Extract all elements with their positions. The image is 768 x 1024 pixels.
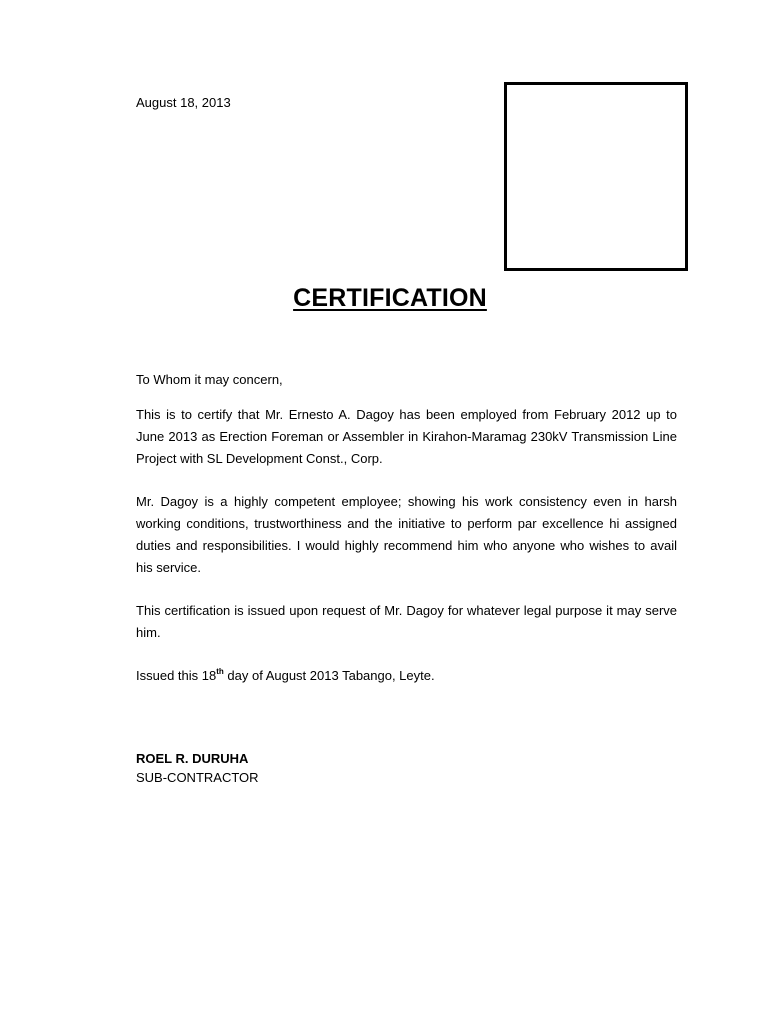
issued-prefix: Issued this 18 [136, 668, 217, 683]
paragraph-purpose: This certification is issued upon request of Mr. Dagoy for whatever legal purpose it may serve him. [136, 603, 677, 640]
signatory-name: ROEL R. DURUHA [136, 751, 249, 766]
issued-superscript: th [216, 667, 224, 676]
salutation: To Whom it may concern, [136, 372, 283, 387]
issued-statement [136, 665, 677, 687]
photo-placeholder-box [504, 82, 688, 271]
paragraph-recommendation: Mr. Dagoy is a highly competent employee; showing his work consistency even in harsh working conditions, trustworthiness and the initiative to perform par excellence hi assigned duties and responsibilities. I would highly recommend him who anyone who wishes to avail his service. [136, 494, 677, 575]
issued-suffix: day of August 2013 Tabango, Leyte. [223, 668, 435, 683]
document-title: CERTIFICATION [293, 284, 487, 312]
paragraph-employment: This is to certify that Mr. Ernesto A. Dagoy has been employed from February 2012 up to June 2013 as Erection Foreman or Assembler in Kirahon-Maramag 230kV Transmission Line Project with SL Development Const., Corp. [136, 407, 677, 466]
letter-date: August 18, 2013 [136, 95, 231, 110]
signatory-title: SUB-CONTRACTOR [136, 770, 259, 785]
